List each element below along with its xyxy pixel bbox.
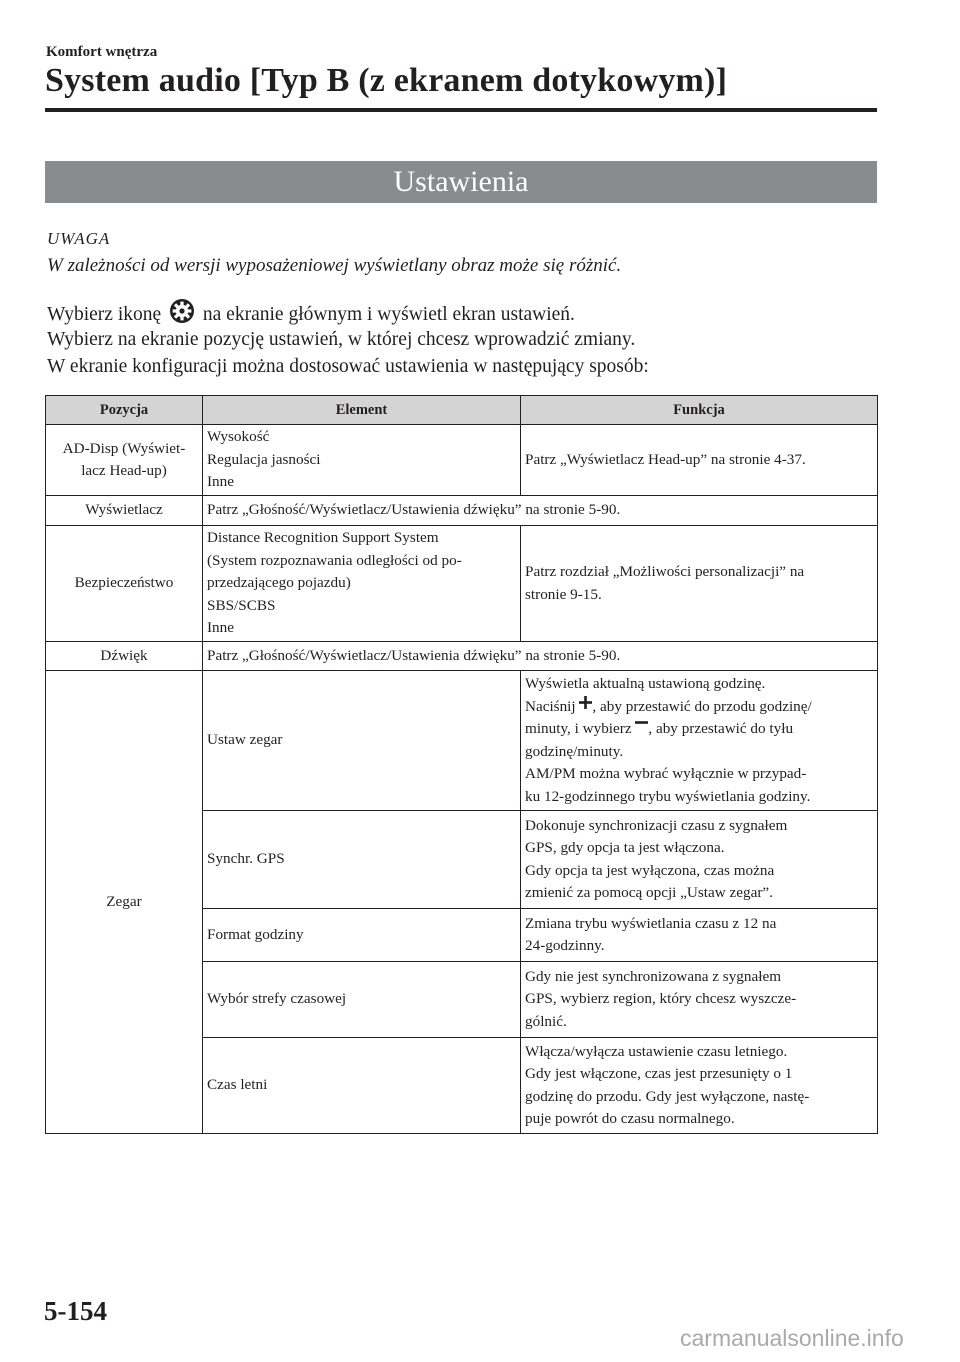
- letni-line-1: Włącza/wyłącza ustawienie czasu letniego.: [525, 1042, 788, 1060]
- bezp-funkcja-line-2: stronie 9-15.: [525, 585, 602, 603]
- cell-pozycja-zegar: Zegar: [46, 671, 203, 1134]
- cell-pozycja: [46, 425, 203, 496]
- table-row-bezpieczenstwo: [46, 526, 878, 642]
- gps-line-1: Dokonuje synchronizacji czasu z sygnałem: [525, 816, 788, 834]
- ad-disp-element-line-1: Wysokość: [207, 428, 270, 446]
- cell-funkcja: [521, 671, 878, 811]
- page-number: 5-154: [44, 1296, 107, 1326]
- ad-disp-pozycja-line-2: lacz Head-up): [81, 462, 167, 479]
- gear-icon: [168, 298, 196, 324]
- bezp-element-line-3: przedzającego pojazdu): [207, 574, 351, 592]
- cell-element: Czas letni: [203, 1038, 521, 1134]
- cell-funkcja: [521, 909, 878, 962]
- bezp-element-line-5: Inne: [207, 619, 234, 637]
- strefa-line-2: GPS, wybierz region, który chcesz wyszcze-: [525, 990, 797, 1008]
- intro-line-1: [47, 298, 575, 326]
- ustaw-line-2-before: Naciśnij: [525, 697, 576, 715]
- section-label: Komfort wnętrza: [46, 44, 158, 60]
- table-row-dzwiek: [46, 642, 878, 671]
- ustaw-line-4: godzinę/minuty.: [525, 742, 624, 760]
- letni-line-4: puje powrót do czasu normalnego.: [525, 1110, 735, 1127]
- format-line-2: 24-godzinny.: [525, 937, 605, 954]
- cell-element: Format godziny: [203, 909, 521, 962]
- ustaw-line-3: [525, 718, 873, 741]
- cell-funkcja: [521, 962, 878, 1038]
- intro-line-2: Wybierz na ekranie pozycję ustawień, w której chcesz wprowadzić zmiany.: [47, 329, 636, 350]
- plus-icon: [579, 696, 592, 709]
- minus-icon: [635, 718, 648, 731]
- strefa-line-3: gólnić.: [525, 1012, 567, 1030]
- ustaw-line-5: AM/PM można wybrać wyłącznie w przypad-: [525, 765, 807, 782]
- header-element: Element: [203, 396, 521, 425]
- cell-funkcja: [521, 811, 878, 909]
- ad-disp-element-line-2: Regulacja jasności: [207, 450, 321, 468]
- format-line-1: Zmiana trybu wyświetlania czasu z 12 na: [525, 914, 777, 932]
- section-banner: Ustawienia: [45, 161, 877, 203]
- ustaw-line-3-before: minuty, i wybierz: [525, 720, 632, 737]
- cell-element: Ustaw zegar: [203, 671, 521, 811]
- gps-line-3: Gdy opcja ta jest wyłączona, czas można: [525, 861, 775, 879]
- cell-element: [203, 526, 521, 642]
- header-pozycja: Pozycja: [46, 396, 203, 425]
- cell-funkcja: Patrz „Wyświetlacz Head-up” na stronie 4-37.: [521, 425, 878, 496]
- gps-line-4: zmienić za pomocą opcji „Ustaw zegar”.: [525, 884, 773, 901]
- ustaw-line-6: ku 12-godzinnego trybu wyświetlania godziny.: [525, 787, 811, 805]
- cell-funkcja: Patrz „Głośność/Wyświetlacz/Ustawienia dźwięku” na stronie 5-90.: [203, 496, 878, 526]
- cell-element: [203, 425, 521, 496]
- intro-line-3: W ekranie konfiguracji można dostosować ustawienia w następujący sposób:: [47, 356, 649, 377]
- ad-disp-pozycja-line-1: AD-Disp (Wyświet-: [62, 439, 186, 457]
- ustaw-line-2-after: , aby przestawić do przodu godzinę/: [592, 697, 812, 715]
- table-header-row: [46, 396, 878, 425]
- table-row-ad-disp: [46, 425, 878, 496]
- ustaw-line-1: Wyświetla aktualną ustawioną godzinę.: [525, 675, 766, 692]
- cell-pozycja: Wyświetlacz: [46, 496, 203, 526]
- intro-line-1-before: Wybierz ikonę: [47, 304, 162, 325]
- bezp-element-line-2: (System rozpoznawania odległości od po-: [207, 551, 462, 569]
- cell-element: Wybór strefy czasowej: [203, 962, 521, 1038]
- bezp-funkcja-line-1: Patrz rozdział „Możliwości personalizacji” na: [525, 563, 805, 580]
- bezp-element-line-1: Distance Recognition Support System: [207, 529, 439, 547]
- table-row-wyswietlacz: [46, 496, 878, 526]
- header-funkcja: Funkcja: [521, 396, 878, 425]
- title-rule: [45, 108, 877, 112]
- watermark: carmanualsonline.info: [680, 1325, 904, 1351]
- ustaw-line-3-after: , aby przestawić do tyłu: [648, 720, 794, 737]
- strefa-line-1: Gdy nie jest synchronizowana z sygnałem: [525, 967, 782, 985]
- cell-pozycja: Bezpieczeństwo: [46, 526, 203, 642]
- ad-disp-element-line-3: Inne: [207, 473, 234, 491]
- cell-funkcja: [521, 1038, 878, 1134]
- cell-pozycja: Dźwięk: [46, 642, 203, 671]
- gps-line-2: GPS, gdy opcja ta jest włączona.: [525, 839, 725, 856]
- note-heading: UWAGA: [47, 229, 111, 248]
- cell-funkcja: [521, 526, 878, 642]
- settings-table: [45, 395, 878, 1134]
- table-row-zegar-ustaw: [46, 671, 878, 811]
- note-text: W zależności od wersji wyposażeniowej wyświetlany obraz może się różnić.: [47, 255, 622, 276]
- intro-line-1-after: na ekranie głównym i wyświetl ekran ustawień.: [202, 304, 575, 325]
- bezp-element-line-4: SBS/SCBS: [207, 596, 276, 614]
- cell-funkcja: Patrz „Głośność/Wyświetlacz/Ustawienia dźwięku” na stronie 5-90.: [203, 642, 878, 671]
- cell-element: Synchr. GPS: [203, 811, 521, 909]
- chapter-title: System audio [Typ B (z ekranem dotykowym)]: [45, 62, 728, 99]
- letni-line-2: Gdy jest włączone, czas jest przesunięty o 1: [525, 1065, 793, 1082]
- letni-line-3: godzinę do przodu. Gdy jest wyłączone, nastę-: [525, 1087, 810, 1105]
- ustaw-line-2: [525, 696, 873, 719]
